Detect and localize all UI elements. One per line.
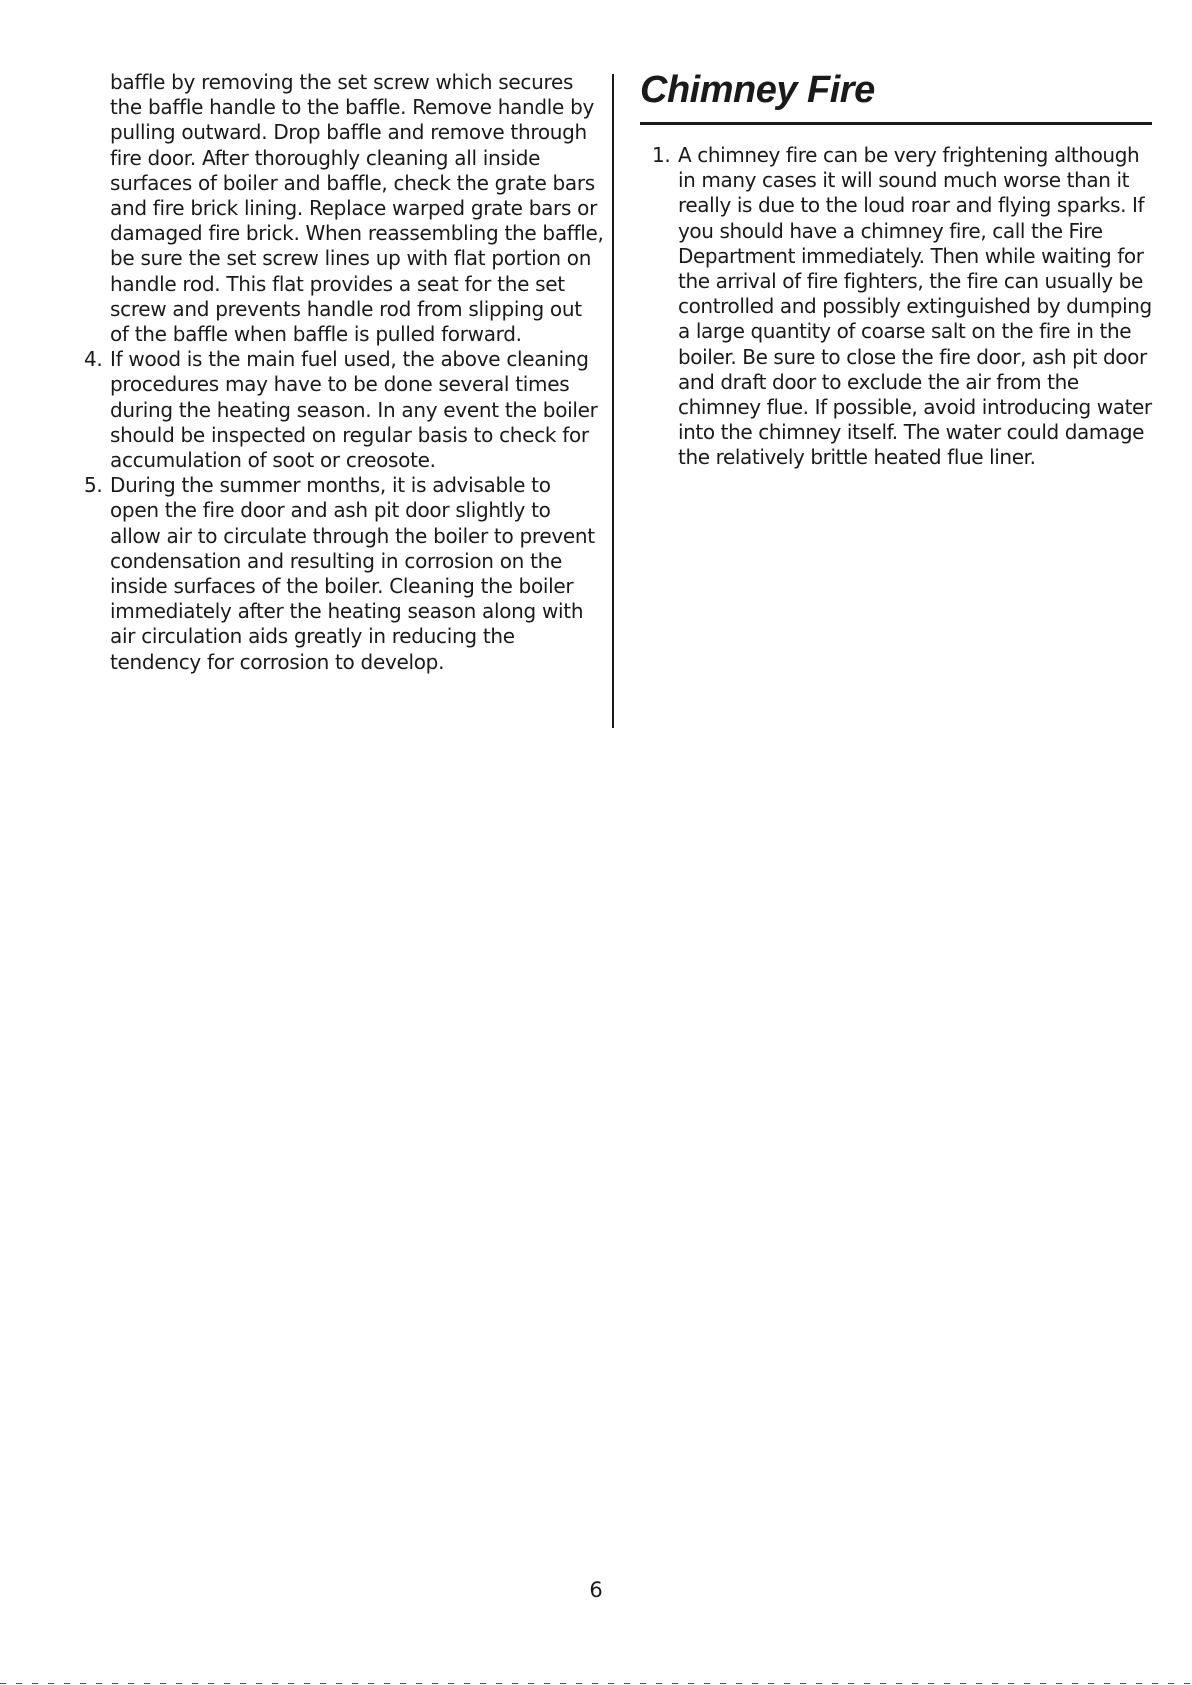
page-number: 6 [589, 1578, 603, 1602]
right-column [640, 64, 1152, 471]
list-number: 4. [84, 347, 103, 372]
list-item-5 [84, 473, 604, 675]
list-text: A chimney fire can be very frightening although in many cases it will sound much worse than it really is due to the loud roar and flying sparks. If you should have a chimney fire, call the Fire Department immediately. Then while waiting for the arrival of fire fighters, the fire can usually be controlled and possibly extinguished by dumping a large quantity of coarse salt on the fire in the boiler. Be sure to close the fire door, ash pit door and draft door to exclude the air from the chimney flue. If possible, avoid introducing water into the chimney itself. The water could damage the relatively brittle heated flue liner. [678, 143, 1152, 470]
section-heading: Chimney Fire [640, 69, 875, 111]
continuation-text: baffle by removing the set screw which secures the baffle handle to the baffle. Remove handle by pulling outward. Drop baffle and remove through fire door. After thoroughly cleaning all inside surfaces of boiler and baffle, check the grate bars and fire brick lining. Replace warped grate bars or damaged fire brick. When reassembling the baffle, be sure the set screw lines up with flat portion on handle rod. This flat provides a seat for the set screw and prevents handle rod from slipping out of the baffle when baffle is pulled forward. [110, 70, 604, 347]
page-bottom-edge [0, 1683, 1192, 1684]
heading-rule [640, 122, 1152, 125]
list-number: 1. [652, 143, 671, 167]
list-text: During the summer months, it is advisable to open the fire door and ash pit door slightly to allow air to circulate through the boiler to prevent condensation and resulting in corrosion on the inside surfaces of the boiler. Cleaning the boiler immediately after the heating season along with air circulation aids greatly in reducing the tendency for corrosion to develop. [110, 473, 595, 674]
list-item-continuation [84, 70, 604, 347]
chimney-fire-list [640, 143, 1152, 471]
list-number: 5. [84, 473, 103, 498]
list-item-1 [652, 143, 1152, 471]
list-text: If wood is the main fuel used, the above cleaning procedures may have to be done several times during the heating season. In any event the boiler should be inspected on regular basis to check for accumulation of soot or creosote. [110, 347, 598, 473]
left-column [84, 70, 604, 675]
column-divider [612, 74, 614, 728]
list-item-4 [84, 347, 604, 473]
